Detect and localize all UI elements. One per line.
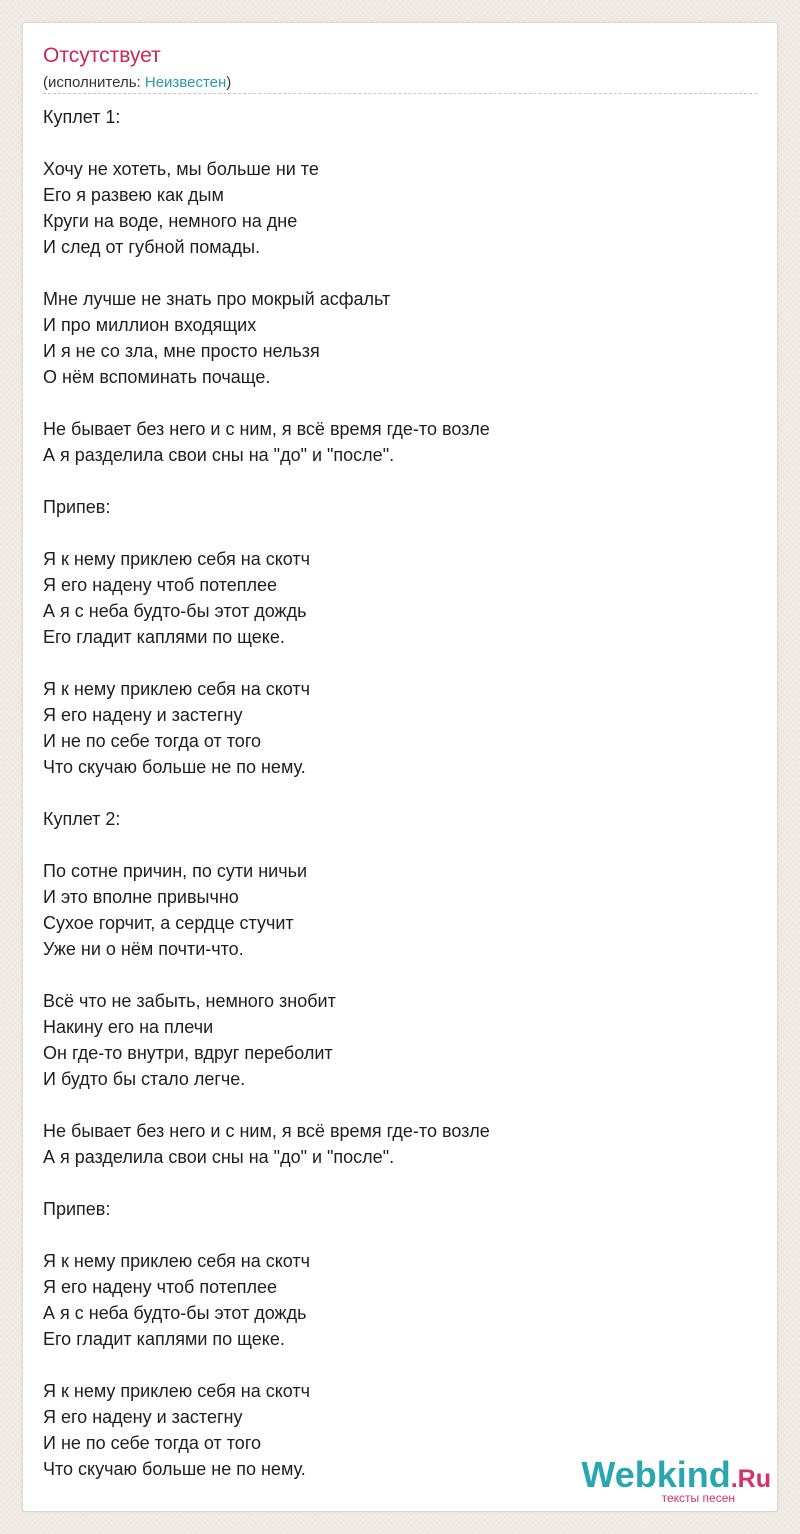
lyric-line: Я его надену и застегну — [43, 705, 243, 725]
lyric-line: Я его надену чтоб потеплее — [43, 575, 278, 595]
lyric-blank-line — [43, 962, 743, 988]
lyric-blank-line — [43, 1170, 743, 1196]
lyric-line: Куплет 1: — [43, 107, 121, 127]
lyric-line: Всё что не забыть, немного знобит — [43, 991, 336, 1011]
lyric-line: Не бывает без него и с ним, я всё время где-то возле — [43, 419, 490, 439]
lyric-line: Сухое горчит, а сердце стучит — [43, 913, 294, 933]
lyric-line: И это вполне привычно — [43, 887, 239, 907]
lyric-line: Что скучаю больше не по нему. — [43, 1459, 306, 1479]
lyric-blank-line — [43, 260, 743, 286]
lyric-blank-line — [43, 390, 743, 416]
lyric-blank-line — [43, 468, 743, 494]
lyric-line: Не бывает без него и с ним, я всё время где-то возле — [43, 1121, 490, 1141]
lyric-blank-line — [43, 650, 743, 676]
lyric-blank-line — [43, 1092, 743, 1118]
lyric-line: И я не со зла, мне просто нельзя — [43, 341, 320, 361]
lyric-line: И про миллион входящих — [43, 315, 257, 335]
lyric-line: По сотне причин, по сути ничьи — [43, 861, 308, 881]
logo-subtitle: тексты песен — [661, 1491, 735, 1505]
webkind-logo[interactable] — [581, 1455, 771, 1507]
lyric-line: А я разделила свои сны на "до" и "после". — [43, 1147, 395, 1167]
logo-word: Webkind — [581, 1454, 731, 1495]
lyric-line: Круги на воде, немного на дне — [43, 211, 298, 231]
lyric-line: Его гладит каплями по щеке. — [43, 627, 285, 647]
lyric-line: И не по себе тогда от того — [43, 731, 261, 751]
lyric-line: Я к нему приклею себя на скотч — [43, 679, 311, 699]
artist-line — [43, 73, 231, 93]
lyric-blank-line — [43, 520, 743, 546]
lyric-line: Накину его на плечи — [43, 1017, 214, 1037]
lyric-blank-line — [43, 832, 743, 858]
lyric-line: А я с неба будто-бы этот дождь — [43, 1303, 307, 1323]
lyric-line: Припев: — [43, 497, 111, 517]
lyric-line: Я к нему приклею себя на скотч — [43, 1251, 311, 1271]
lyric-line: Уже ни о нём почти-что. — [43, 939, 244, 959]
logo-tld: .Ru — [730, 1465, 771, 1493]
lyric-blank-line — [43, 1352, 743, 1378]
lyric-line: Припев: — [43, 1199, 111, 1219]
lyric-line: О нём вспоминать почаще. — [43, 367, 271, 387]
lyric-line: Мне лучше не знать про мокрый асфальт — [43, 289, 391, 309]
lyric-line: И будто бы стало легче. — [43, 1069, 246, 1089]
lyric-line: Я к нему приклею себя на скотч — [43, 1381, 311, 1401]
lyric-line: Его гладит каплями по щеке. — [43, 1329, 285, 1349]
artist-suffix: ) — [226, 74, 232, 91]
lyric-blank-line — [43, 780, 743, 806]
lyric-line: И не по себе тогда от того — [43, 1433, 261, 1453]
song-title: Отсутствует — [43, 44, 161, 67]
lyric-line: А я разделила свои сны на "до" и "после". — [43, 445, 395, 465]
artist-prefix: (исполнитель: — [43, 74, 145, 91]
lyric-line: И след от губной помады. — [43, 237, 261, 257]
lyric-line: Хочу не хотеть, мы больше ни те — [43, 159, 319, 179]
lyric-blank-line — [43, 130, 743, 156]
lyric-line: Куплет 2: — [43, 809, 121, 829]
lyrics-text — [43, 104, 743, 1482]
lyric-line: Он где-то внутри, вдруг переболит — [43, 1043, 333, 1063]
lyrics-card — [22, 22, 778, 1512]
title-divider — [43, 93, 757, 94]
lyric-line: Я к нему приклею себя на скотч — [43, 549, 311, 569]
lyric-line: Его я развею как дым — [43, 185, 224, 205]
lyric-line: Я его надену и застегну — [43, 1407, 243, 1427]
lyric-line: Что скучаю больше не по нему. — [43, 757, 306, 777]
lyric-line: А я с неба будто-бы этот дождь — [43, 601, 307, 621]
lyric-blank-line — [43, 1222, 743, 1248]
lyric-line: Я его надену чтоб потеплее — [43, 1277, 278, 1297]
artist-link[interactable]: Неизвестен — [144, 74, 227, 91]
